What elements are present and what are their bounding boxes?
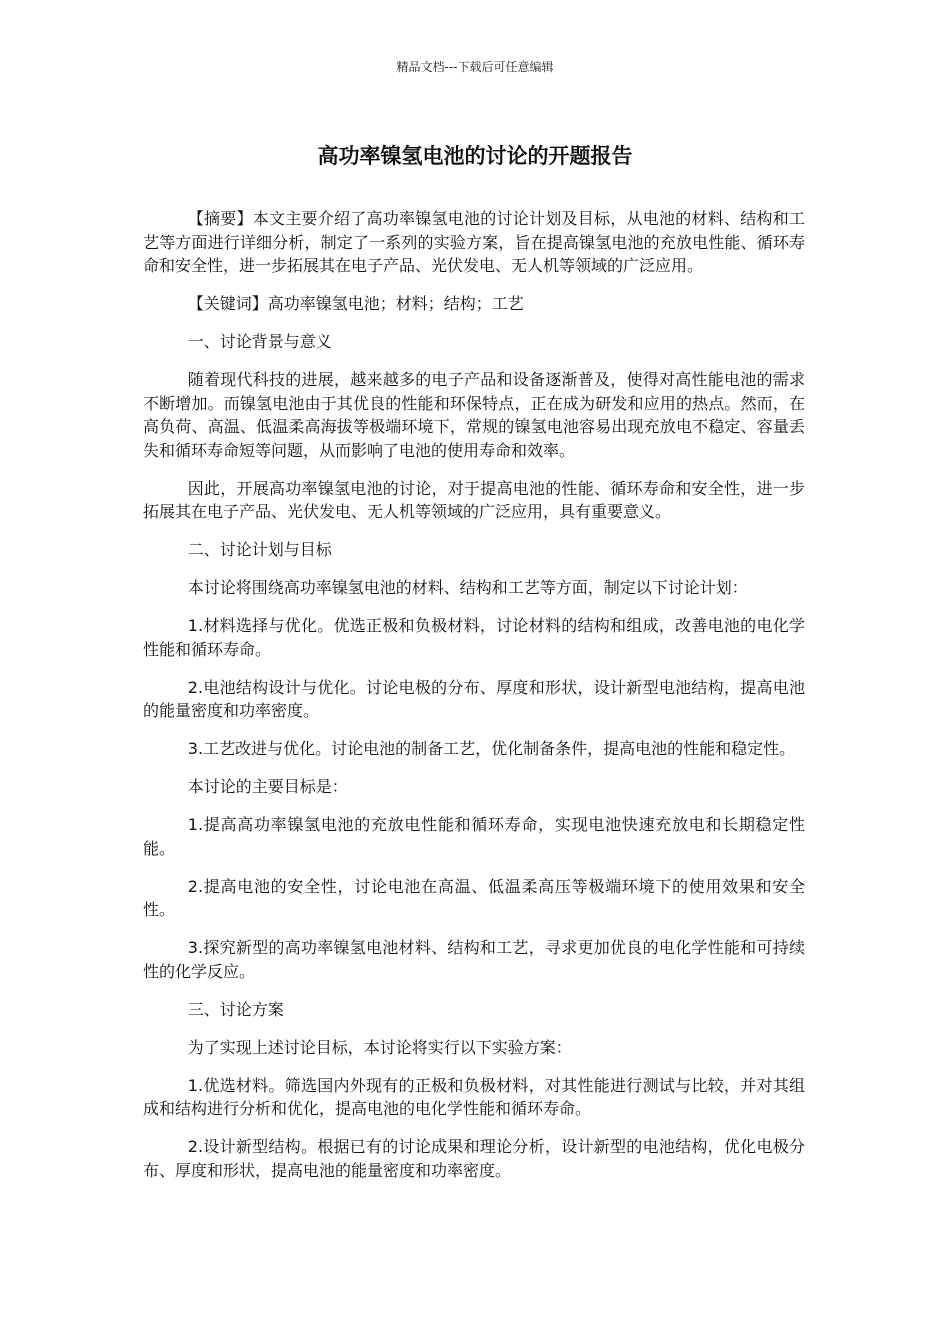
keywords-paragraph: 【关键词】高功率镍氢电池；材料；结构；工艺 [187, 294, 524, 313]
list-item: 3.探究新型的高功率镍氢电池材料、结构和工艺，寻求更加优良的电化学性能和可持续性的化学反应。 [143, 938, 805, 981]
section-heading-scheme: 三、讨论方案 [187, 999, 284, 1019]
list-item: 2.提高电池的安全性，讨论电池在高温、低温柔高压等极端环境下的使用效果和安全性。 [143, 876, 805, 919]
body-paragraph: 随着现代科技的进展，越来越多的电子产品和设备逐渐普及，使得对高性能电池的需求不断增加。而镍氢电池由于其优良的性能和环保特点，正在成为研发和应用的热点。然而，在高负荷、高温、低温柔高海拔等极端环境下，常规的镍氢电池容易出现充放电不稳定、容量丢失和循环寿命短等问题，从而影响了电池的使用寿命和效率。 [143, 370, 805, 460]
body-paragraph: 为了实现上述讨论目标，本讨论将实行以下实验方案： [187, 1037, 572, 1057]
header-note: 精品文档---下载后可任意编辑 [396, 60, 554, 74]
list-item: 1.材料选择与优化。优选正极和负极材料，讨论材料的结构和组成，改善电池的电化学性能和循环寿命。 [143, 616, 805, 659]
list-item: 1.提高高功率镍氢电池的充放电性能和循环寿命，实现电池快速充放电和长期稳定性能。 [143, 815, 805, 858]
document-title: 高功率镍氢电池的讨论的开题报告 [317, 144, 633, 168]
list-item: 2.设计新型结构。根据已有的讨论成果和理论分析，设计新型的电池结构，优化电极分布、厚度和形状，提高电池的能量密度和功率密度。 [143, 1137, 805, 1180]
list-item: 1.优选材料。筛选国内外现有的正极和负极材料，对其性能进行测试与比较，并对其组成和结构进行分析和优化，提高电池的电化学性能和循环寿命。 [143, 1075, 805, 1118]
body-paragraph: 因此，开展高功率镍氢电池的讨论，对于提高电池的性能、循环寿命和安全性，进一步拓展其在电子产品、光伏发电、无人机等领域的广泛应用，具有重要意义。 [143, 478, 805, 521]
body-paragraph: 本讨论将围绕高功率镍氢电池的材料、结构和工艺等方面，制定以下讨论计划： [187, 578, 748, 597]
section-heading-plan: 二、讨论计划与目标 [187, 540, 332, 559]
section-heading-background: 一、讨论背景与意义 [187, 332, 332, 351]
document-body [143, 207, 805, 1197]
abstract-paragraph: 【摘要】本文主要介绍了高功率镍氢电池的讨论计划及目标，从电池的材料、结构和工艺等方面进行详细分析，制定了一系列的实验方案，旨在提高镍氢电池的充放电性能、循环寿命和安全性，进一步拓展其在电子产品、光伏发电、无人机等领域的广泛应用。 [143, 209, 805, 275]
list-item: 3.工艺改进与优化。讨论电池的制备工艺，优化制备条件，提高电池的性能和稳定性。 [187, 739, 796, 758]
body-paragraph: 本讨论的主要目标是： [187, 777, 348, 796]
list-item: 2.电池结构设计与优化。讨论电极的分布、厚度和形状，设计新型电池结构，提高电池的能量密度和功率密度。 [143, 677, 805, 720]
